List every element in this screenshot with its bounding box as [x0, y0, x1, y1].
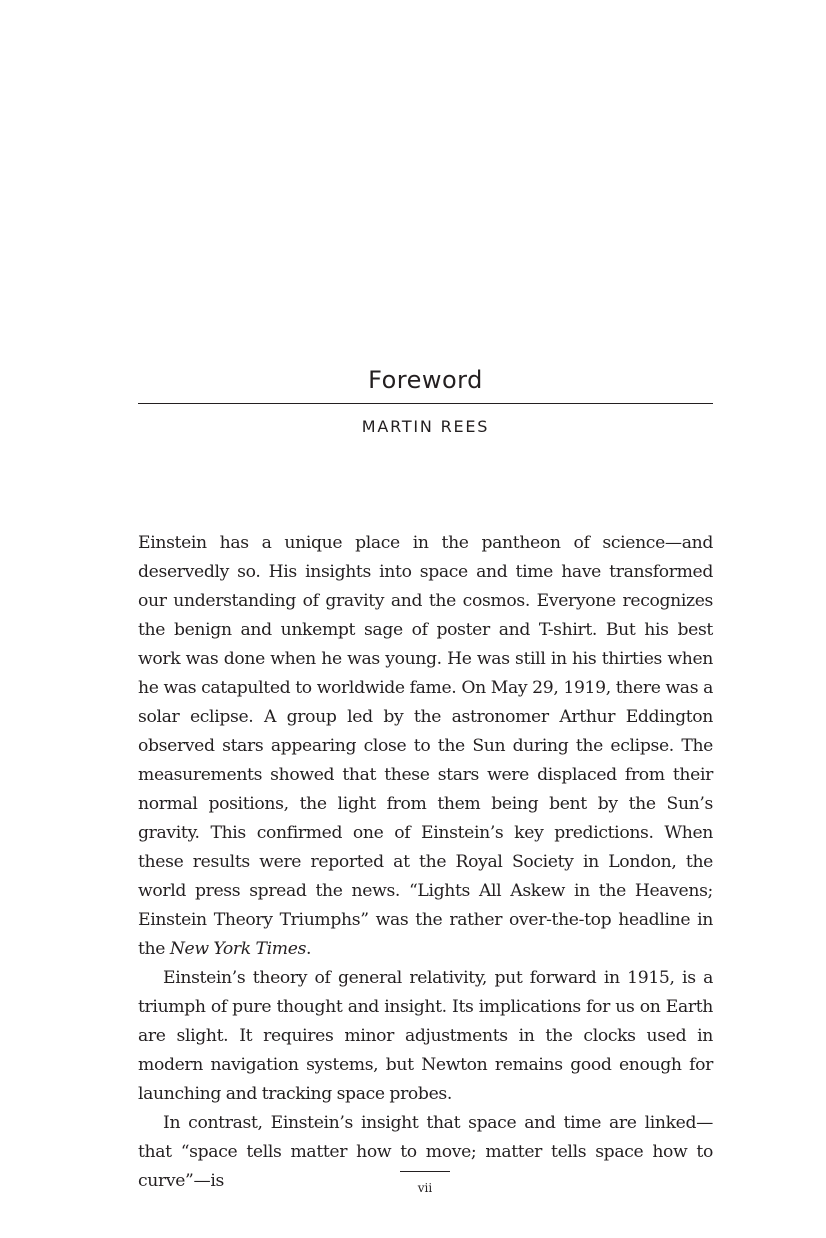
page-number: vii	[417, 1181, 433, 1195]
paragraph-2: Einstein’s theory of general relativity, put forward in 1915, is a triumph of pure thought and insight. Its implications for us on Earth are slight. It requires minor adjustments in the clocks used in modern navigation systems, but Newton remains good enough for launching and tracking space probes.	[138, 968, 713, 1104]
title-divider	[138, 403, 713, 404]
chapter-title: Foreword	[368, 366, 483, 394]
author-name: MARTIN REES	[361, 417, 490, 436]
paragraph-3: In contrast, Einstein’s insight that space and time are linked—that “space tells matter how to move; matter tells space how to curve”—is	[138, 1113, 713, 1191]
page-number-rule	[400, 1171, 450, 1172]
paragraph-1-italic: New York Times	[169, 939, 307, 959]
paragraph-1	[138, 529, 713, 964]
body-text	[138, 529, 713, 1196]
paragraph-1-text: Einstein has a unique place in the pantheon of science—and deservedly so. His insights into space and time have transformed our understanding of gravity and the cosmos. Everyone recognizes the benign and unkempt sage of poster and T-shirt. But his best work was done when he was young. He was still in his thirties when he was catapulted to worldwide fame. On May 29, 1919, there was a solar eclipse. A group led by the astronomer Arthur Eddington observed stars appearing close to the Sun during the eclipse. The measurements showed that these stars were displaced from their normal positions, the light from them being bent by the Sun’s gravity. This confirmed one of Einstein’s key predictions. When these results were reported at the Royal Society in London, the world press spread the news. “Lights All Askew in the Heavens; Einstein Theory Triumphs” was the rather over-the-top headline in the	[138, 533, 713, 959]
paragraph-1-end: .	[306, 939, 312, 959]
